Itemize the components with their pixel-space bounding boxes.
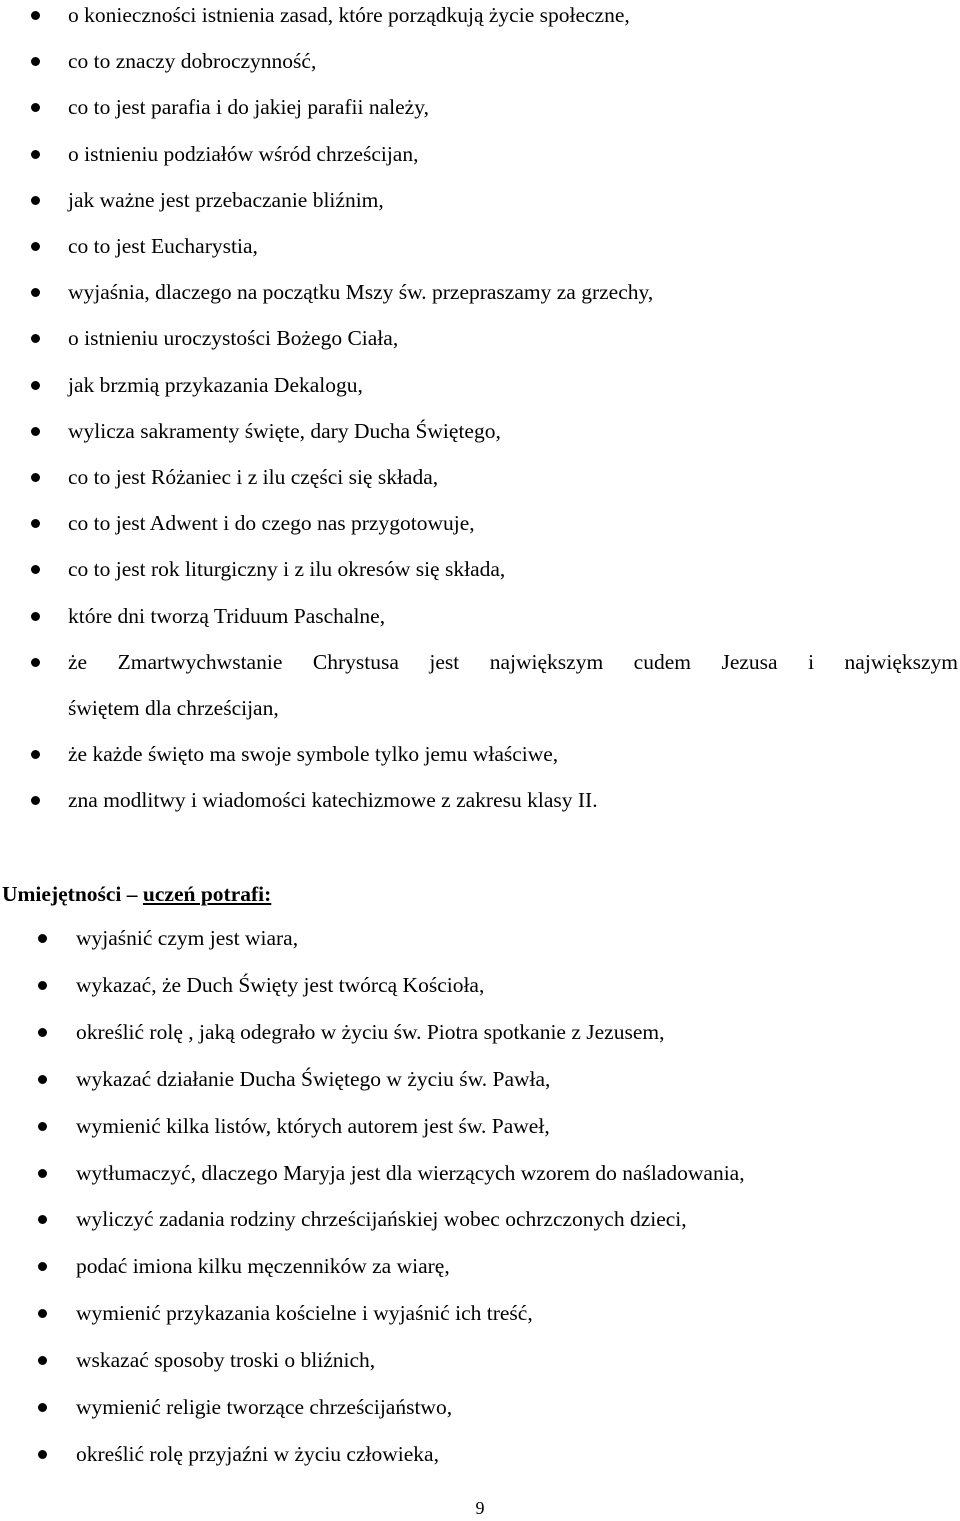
bullet-icon (31, 427, 40, 436)
list-item-text: że Zmartwychwstanie Chrystusa jest największym cudem Jezusa i największym (68, 649, 958, 674)
bullet-icon (31, 150, 40, 159)
bullet-icon (31, 796, 40, 805)
bullet-icon (38, 1169, 47, 1178)
list-item-text: co to jest Eucharystia, (68, 234, 258, 259)
bullet-icon (38, 1309, 47, 1318)
list-item-text: wykazać działanie Ducha Świętego w życiu św. Pawła, (76, 1066, 551, 1091)
list-item-text: co to jest rok liturgiczny i z ilu okresów się składa, (68, 557, 506, 582)
bullet-icon (31, 565, 40, 574)
bullet-icon (31, 288, 40, 297)
list-item-text: określić rolę , jaką odegrało w życiu św. Piotra spotkanie z Jezusem, (76, 1019, 665, 1044)
list-item-text: o istnieniu uroczystości Bożego Ciała, (68, 326, 399, 351)
list-item (0, 0, 960, 38)
bullet-icon (31, 11, 40, 20)
list-item-text: jak ważne jest przebaczanie bliźnim, (68, 187, 384, 212)
skills-list (0, 915, 960, 1478)
list-item (0, 962, 960, 1009)
bullet-icon (31, 57, 40, 66)
list-item (0, 777, 960, 823)
bullet-icon (38, 1075, 47, 1084)
list-item-text: wykazać, że Duch Święty jest twórcą Kościoła, (76, 972, 485, 997)
list-item (0, 1337, 960, 1384)
list-item (0, 177, 960, 223)
bullet-icon (38, 1122, 47, 1131)
page-number: 9 (475, 1498, 485, 1518)
list-item-text: że każde święto ma swoje symbole tylko jemu właściwe, (68, 742, 559, 767)
list-item-text: wymienić religie tworzące chrześcijaństwo, (76, 1395, 453, 1420)
list-item (0, 1431, 960, 1478)
list-item-text: zna modlitwy i wiadomości katechizmowe z zakresu klasy II. (68, 788, 598, 813)
bullet-icon (38, 1028, 47, 1037)
list-item (0, 131, 960, 177)
bullet-icon (31, 381, 40, 390)
list-item-text: o konieczności istnienia zasad, które porządkują życie społeczne, (68, 3, 630, 27)
list-item-text: wylicza sakramenty święte, dary Ducha Świętego, (68, 418, 501, 443)
list-item-text: wymienić przykazania kościelne i wyjaśnić ich treść, (76, 1301, 533, 1326)
list-item (0, 315, 960, 361)
list-item (0, 915, 960, 962)
bullet-icon (38, 934, 47, 943)
list-item (0, 362, 960, 408)
bullet-icon (31, 334, 40, 343)
list-item-text: co to jest Adwent i do czego nas przygotowuje, (68, 511, 475, 536)
bullet-icon (38, 1262, 47, 1271)
list-item-text: wytłumaczyć, dlaczego Maryja jest dla wierzących wzorem do naśladowania, (76, 1160, 745, 1185)
list-item-text: o istnieniu podziałów wśród chrześcijan, (68, 141, 419, 166)
list-item (0, 1150, 960, 1197)
list-item-text: jak brzmią przykazania Dekalogu, (68, 372, 363, 397)
bullet-icon (38, 1450, 47, 1459)
list-item (0, 546, 960, 592)
list-item (0, 1384, 960, 1431)
bullet-icon (31, 473, 40, 482)
list-item-text: co to jest Różaniec i z ilu części się składa, (68, 465, 439, 490)
list-item-text-continued: świętem dla chrześcijan, (68, 696, 279, 721)
list-item (0, 1009, 960, 1056)
bullet-icon (38, 1356, 47, 1365)
list-item-text: wyjaśnić czym jest wiara, (76, 926, 299, 950)
list-item (0, 1103, 960, 1150)
section-heading (2, 874, 271, 914)
list-item-text: co to znaczy dobroczynność, (68, 49, 317, 74)
list-item-text: określić rolę przyjaźni w życiu człowieka, (76, 1441, 439, 1466)
bullet-icon (31, 196, 40, 205)
bullet-icon (31, 658, 40, 667)
list-item (0, 269, 960, 315)
section-heading-dash: – (121, 882, 143, 906)
section-heading-prefix: Umiejętności (2, 882, 122, 906)
list-item (0, 1243, 960, 1290)
list-item-text: wyjaśnia, dlaczego na początku Mszy św. przepraszamy za grzechy, (68, 280, 654, 305)
list-item (0, 454, 960, 500)
list-item (0, 1196, 960, 1243)
list-item-text: co to jest parafia i do jakiej parafii należy, (68, 95, 429, 120)
list-item-text: podać imiona kilku męczenników za wiarę, (76, 1254, 450, 1279)
list-item (0, 1056, 960, 1103)
list-item (0, 38, 960, 84)
list-item (0, 639, 960, 731)
bullet-icon (31, 242, 40, 251)
list-item (0, 223, 960, 269)
list-item (0, 1290, 960, 1337)
list-item-text: wyliczyć zadania rodziny chrześcijańskiej wobec ochrzczonych dzieci, (76, 1207, 687, 1232)
list-item (0, 84, 960, 130)
bullet-icon (38, 1215, 47, 1224)
list-item (0, 593, 960, 639)
list-item-text: wymienić kilka listów, których autorem jest św. Paweł, (76, 1113, 550, 1138)
bullet-icon (31, 519, 40, 528)
list-item (0, 731, 960, 777)
bullet-icon (31, 750, 40, 759)
section-heading-underlined: uczeń potrafi: (142, 882, 272, 906)
list-item-text: wskazać sposoby troski o bliźnich, (76, 1348, 376, 1373)
bullet-icon (38, 1403, 47, 1412)
bullet-icon (38, 981, 47, 990)
bullet-icon (31, 612, 40, 621)
list-item-text: które dni tworzą Triduum Paschalne, (68, 603, 386, 628)
list-item (0, 500, 960, 546)
list-item (0, 408, 960, 454)
bullet-icon (31, 103, 40, 112)
